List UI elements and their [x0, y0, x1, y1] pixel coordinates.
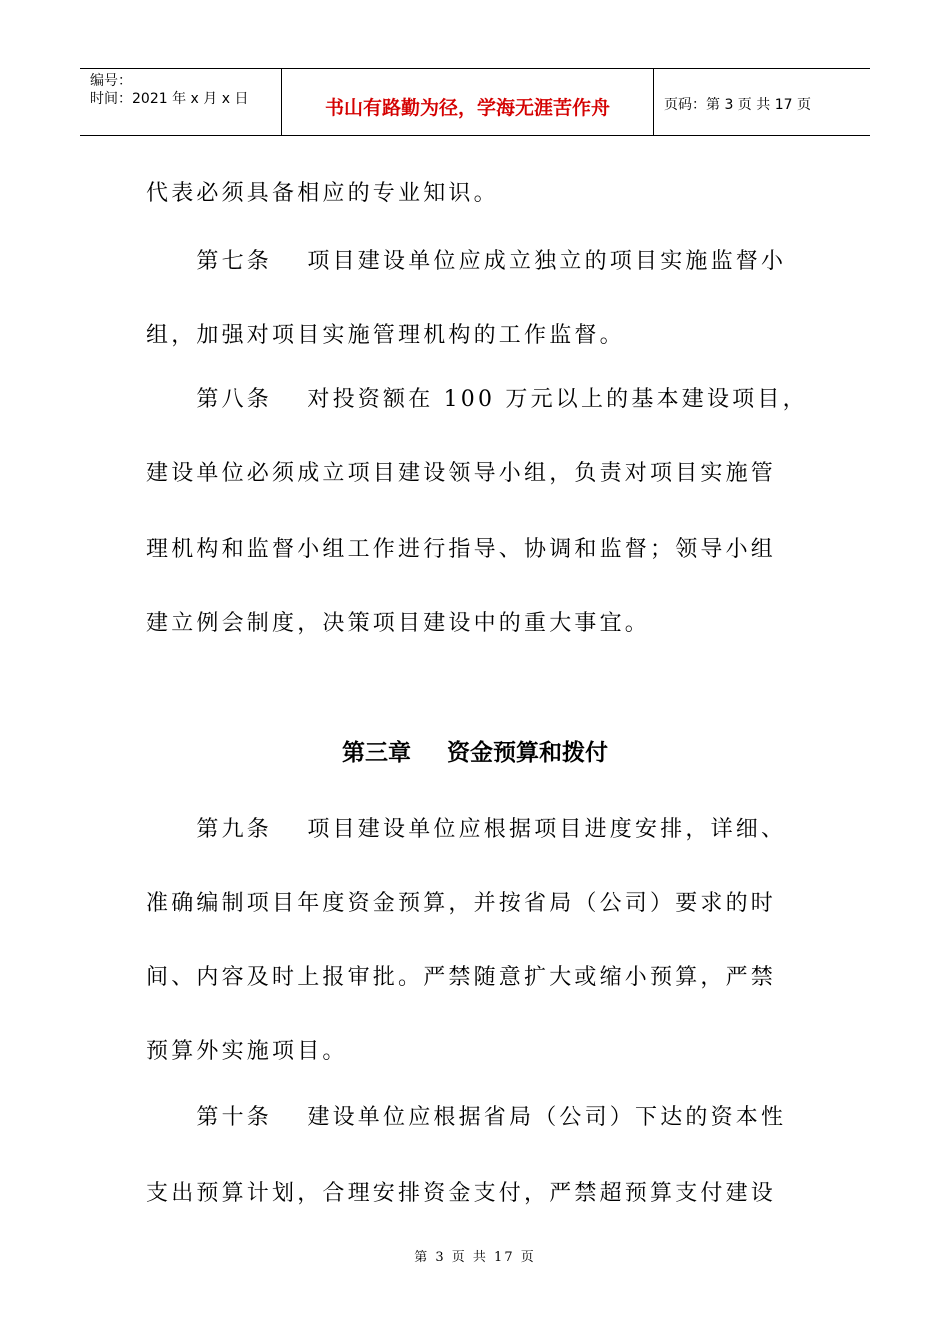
chapter-title: 资金预算和拨付: [447, 740, 608, 766]
paragraph-line: 间、内容及时上报审批。严禁随意扩大或缩小预算，严禁: [146, 965, 777, 990]
paragraph-line: 建设单位必须成立项目建设领导小组，负责对项目实施管: [146, 461, 777, 486]
paragraph-line: 预算外实施项目。: [146, 1039, 348, 1064]
paragraph-line: 准确编制项目年度资金预算，并按省局（公司）要求的时: [146, 891, 777, 916]
article-9-line: 第九条 项目建设单位应根据项目进度安排，详细、: [146, 817, 787, 842]
chapter-heading: [0, 734, 950, 767]
header-motto: 书山有路勤为径，学海无涯苦作舟: [282, 69, 654, 135]
article-10-line: 第十条 建设单位应根据省局（公司）下达的资本性: [146, 1105, 787, 1130]
page-footer: 第 3 页 共 17 页: [414, 1250, 536, 1265]
article-7-line: 第七条 项目建设单位应成立独立的项目实施监督小: [146, 249, 787, 274]
paragraph-line: 理机构和监督小组工作进行指导、协调和监督；领导小组: [146, 537, 777, 562]
page-header: [80, 68, 870, 136]
paragraph-line: 代表必须具备相应的专业知识。: [146, 181, 499, 206]
document-number-label: 编号：: [90, 73, 132, 89]
header-meta: [80, 69, 282, 135]
chapter-number: 第三章: [342, 740, 411, 766]
article-8-line: 第八条 对投资额在 100 万元以上的基本建设项目，: [146, 387, 808, 412]
document-time-label: 时间：2021 年 x 月 x 日: [90, 91, 249, 107]
paragraph-line: 支出预算计划，合理安排资金支付，严禁超预算支付建设: [146, 1181, 777, 1206]
paragraph-line: 组，加强对项目实施管理机构的工作监督。: [146, 323, 625, 348]
paragraph-line: 建立例会制度，决策项目建设中的重大事宜。: [146, 611, 651, 636]
header-page-info: 页码：第 3 页 共 17 页: [664, 97, 811, 113]
